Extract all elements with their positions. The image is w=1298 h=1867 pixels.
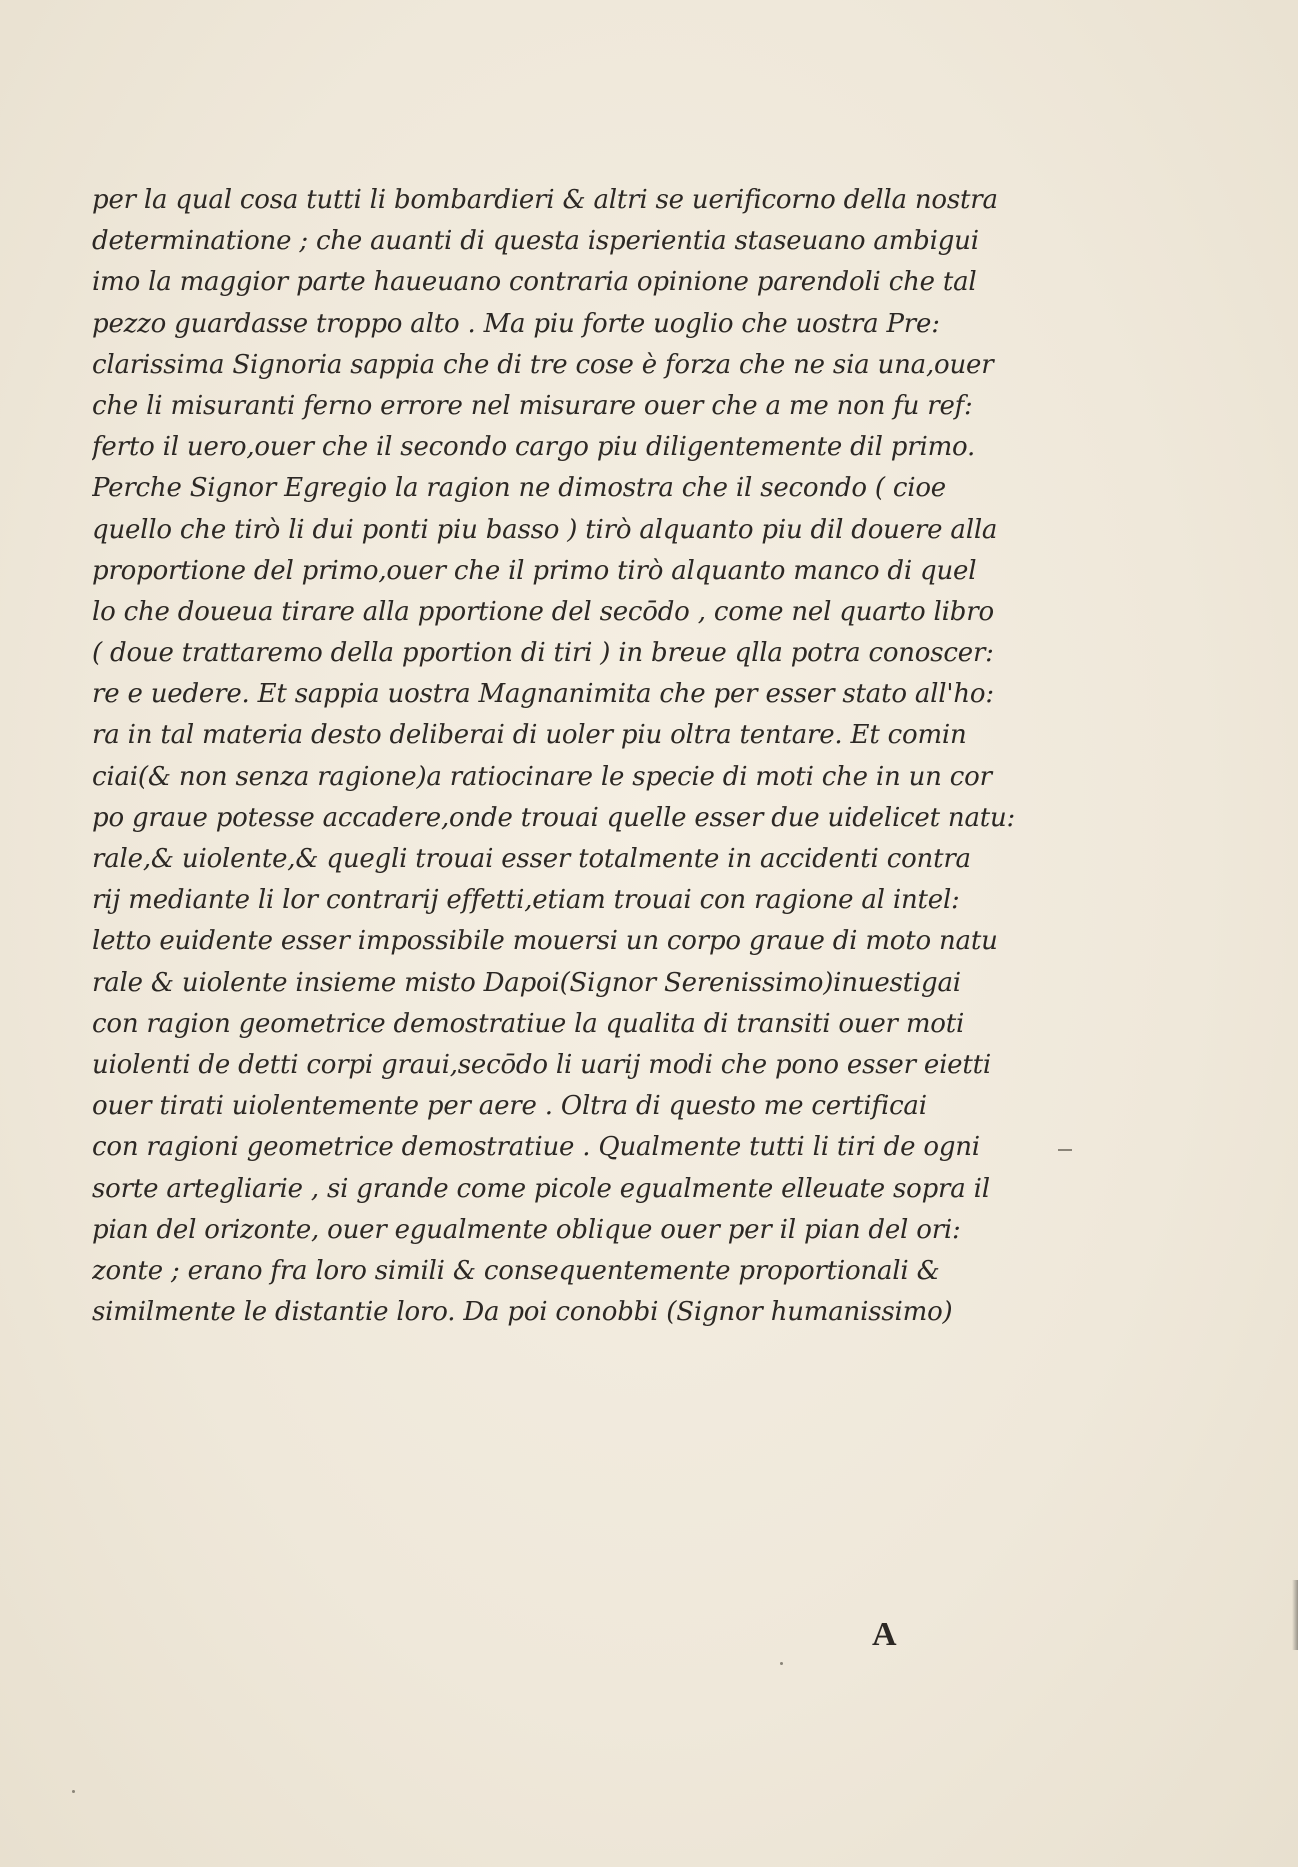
text-line: lo che doueua tirare alla pportione del secōdo , come nel quarto libro [92, 596, 994, 627]
text-line: che li misuranti ferno errore nel misurare ouer che a me non fu ref: [92, 390, 973, 421]
text-line: uiolenti de detti corpi graui,secōdo li uarij modi che pono esser eietti [92, 1049, 991, 1080]
text-line: quello che tirò li dui ponti piu basso ) tirò alquanto piu dil douere alla [92, 514, 998, 545]
paper-speck [780, 1662, 783, 1665]
text-line: ra in tal materia desto deliberai di uoler piu oltra tentare. Et comin [92, 720, 967, 751]
text-line: po graue potesse accadere,onde trouai quelle esser due uidelicet natu: [92, 802, 1016, 833]
text-line: similmente le distantie loro. Da poi conobbi (Signor humanissimo) [92, 1297, 953, 1328]
text-line: zonte ; erano fra loro simili & consequentemente proportionali & [92, 1255, 940, 1286]
text-line: sorte artegliarie , si grande come picole egualmente elleuate sopra il [92, 1173, 990, 1204]
text-line: rale,& uiolente,& quegli trouai esser totalmente in accidenti contra [92, 844, 971, 874]
text-line: letto euidente esser impossibile mouersi un corpo graue di moto natu [92, 926, 998, 957]
text-line: clarissima Signoria sappia che di tre cose è forza che ne sia una,ouer [92, 349, 994, 380]
text-line: ciai(& non senza ragione)a ratiocinare le specie di moti che in un cor [92, 761, 992, 792]
text-line: per la qual cosa tutti li bombardieri & altri se uerificorno della nostra [92, 185, 998, 215]
text-line: rale & uiolente insieme misto Dapoi(Signor Serenissimo)inuestigai [92, 967, 961, 998]
text-line: pezzo guardasse troppo alto . Ma piu forte uoglio che uostra Pre: [92, 308, 940, 339]
text-line: ( doue trattaremo della pportion di tiri ) in breue qlla potra conoscer: [92, 638, 994, 669]
paper-speck [72, 1790, 75, 1793]
text-line: re e uedere. Et sappia uostra Magnanimita che per esser stato all'ho: [92, 679, 994, 710]
text-line: ouer tirati uiolentemente per aere . Oltra di questo me certificai [92, 1091, 927, 1122]
margin-mark [1058, 1149, 1072, 1151]
page-edge-shadow [1292, 1580, 1298, 1650]
text-line: proportione del primo,ouer che il primo tirò alquanto manco di quel [92, 555, 977, 586]
body-text [92, 180, 1022, 1333]
signature-mark: A [872, 1616, 897, 1653]
text-line: Perche Signor Egregio la ragion ne dimostra che il secondo ( cioe [92, 473, 946, 504]
text-line: con ragioni geometrice demostratiue . Qualmente tutti li tiri de ogni [92, 1132, 980, 1163]
text-line: con ragion geometrice demostratiue la qualita di transiti ouer moti [92, 1008, 965, 1039]
text-line: determinatione ; che auanti di questa isperientia staseuano ambigui [92, 226, 979, 257]
text-line: ferto il uero,ouer che il secondo cargo piu diligentemente dil primo. [92, 432, 976, 463]
text-line: pian del orizonte, ouer egualmente oblique ouer per il pian del ori: [92, 1214, 961, 1245]
text-line: rij mediante li lor contrarij effetti,etiam trouai con ragione al intel: [92, 885, 960, 916]
text-line: imo la maggior parte haueuano contraria opinione parendoli che tal [92, 267, 977, 298]
